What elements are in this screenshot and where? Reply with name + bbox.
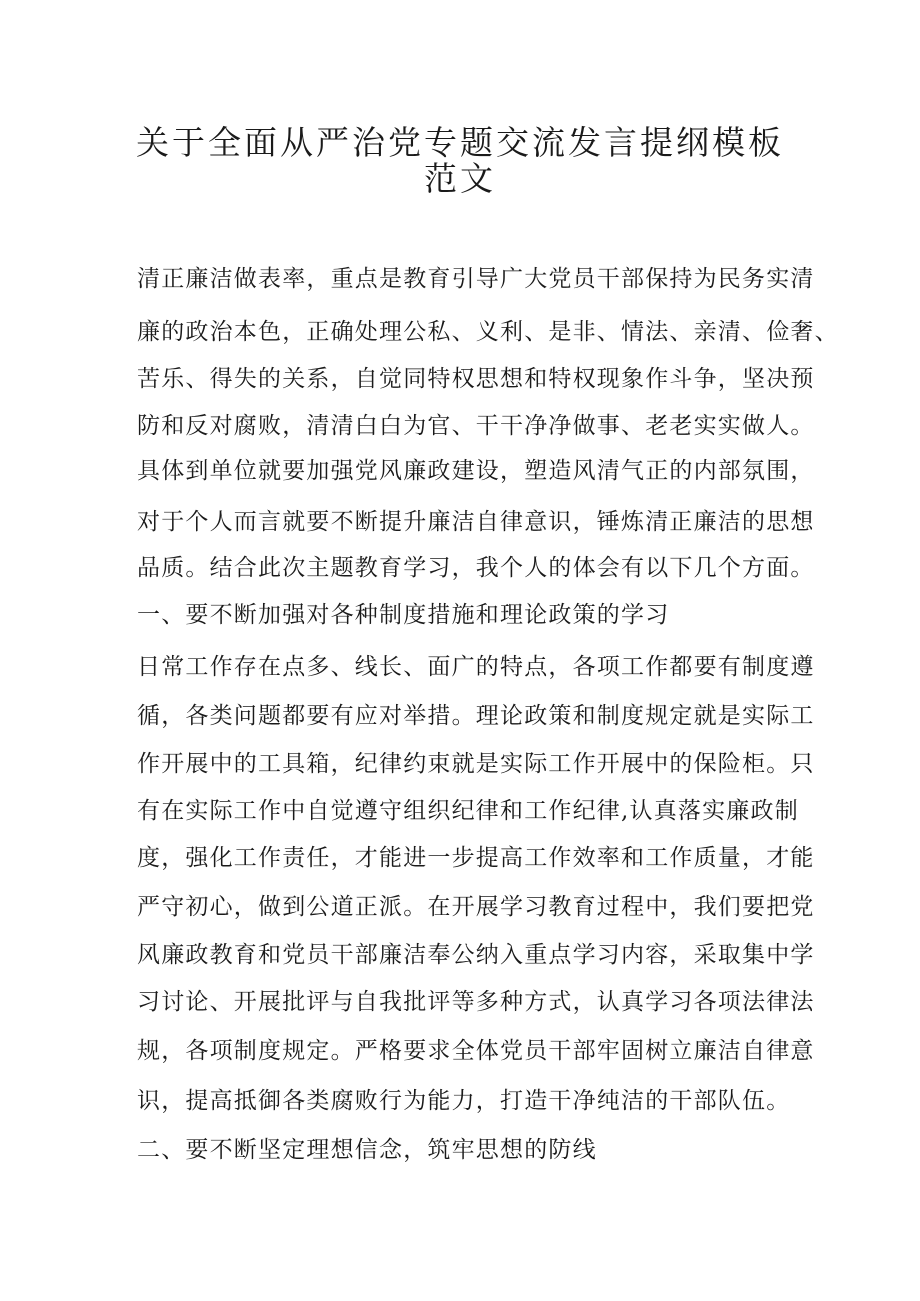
section-heading: 一、要不断加强对各种制度措施和理论政策的学习 (137, 602, 670, 628)
body-line: 对于个人而言就要不断提升廉洁自律意识，锤炼清正廉洁的思想 (137, 509, 815, 535)
body-line: 具体到单位就要加强党风廉政建设，塑造风清气正的内部氛围， (137, 458, 815, 484)
body-line: 防和反对腐败，清清白白为官、干干净净做事、老老实实做人。 (137, 413, 815, 439)
body-line: 规，各项制度规定。严格要求全体党员干部牢固树立廉洁自律意 (137, 1038, 815, 1064)
document-title: 关于全面从严治党专题交流发言提纲模板 (136, 123, 784, 162)
body-line: 风廉政教育和党员干部廉洁奉公纳入重点学习内容，采取集中学 (137, 942, 815, 968)
body-line: 度，强化工作责任，才能进一步提高工作效率和工作质量，才能 (137, 845, 815, 871)
body-line: 习讨论、开展批评与自我批评等多种方式，认真学习各项法律法 (137, 989, 815, 1015)
body-line: 日常工作存在点多、线长、面广的特点，各项工作都要有制度遵 (137, 654, 815, 680)
body-line: 有在实际工作中自觉遵守组织纪律和工作纪律,认真落实廉政制 (137, 798, 799, 824)
body-line: 品质。结合此次主题教育学习，我个人的体会有以下几个方面。 (137, 555, 815, 581)
body-line: 识，提高抵御各类腐败行为能力，打造干净纯洁的干部队伍。 (137, 1088, 791, 1114)
body-line: 苦乐、得失的关系，自觉同特权思想和特权现象作斗争，坚决预 (137, 366, 815, 392)
body-line: 循，各类问题都要有应对举措。理论政策和制度规定就是实际工 (137, 703, 815, 729)
body-line: 严守初心，做到公道正派。在开展学习教育过程中，我们要把党 (137, 894, 815, 920)
section-heading: 二、要不断坚定理想信念，筑牢思想的防线 (137, 1137, 597, 1163)
body-line: 清正廉洁做表率，重点是教育引导广大党员干部保持为民务实清 (137, 266, 815, 292)
body-line: 廉的政治本色，正确处理公私、义利、是非、情法、亲清、俭奢、 (137, 319, 839, 345)
document-title-continued: 范文 (424, 159, 496, 198)
body-line: 作开展中的工具箱，纪律约束就是实际工作开展中的保险柜。只 (137, 751, 815, 777)
